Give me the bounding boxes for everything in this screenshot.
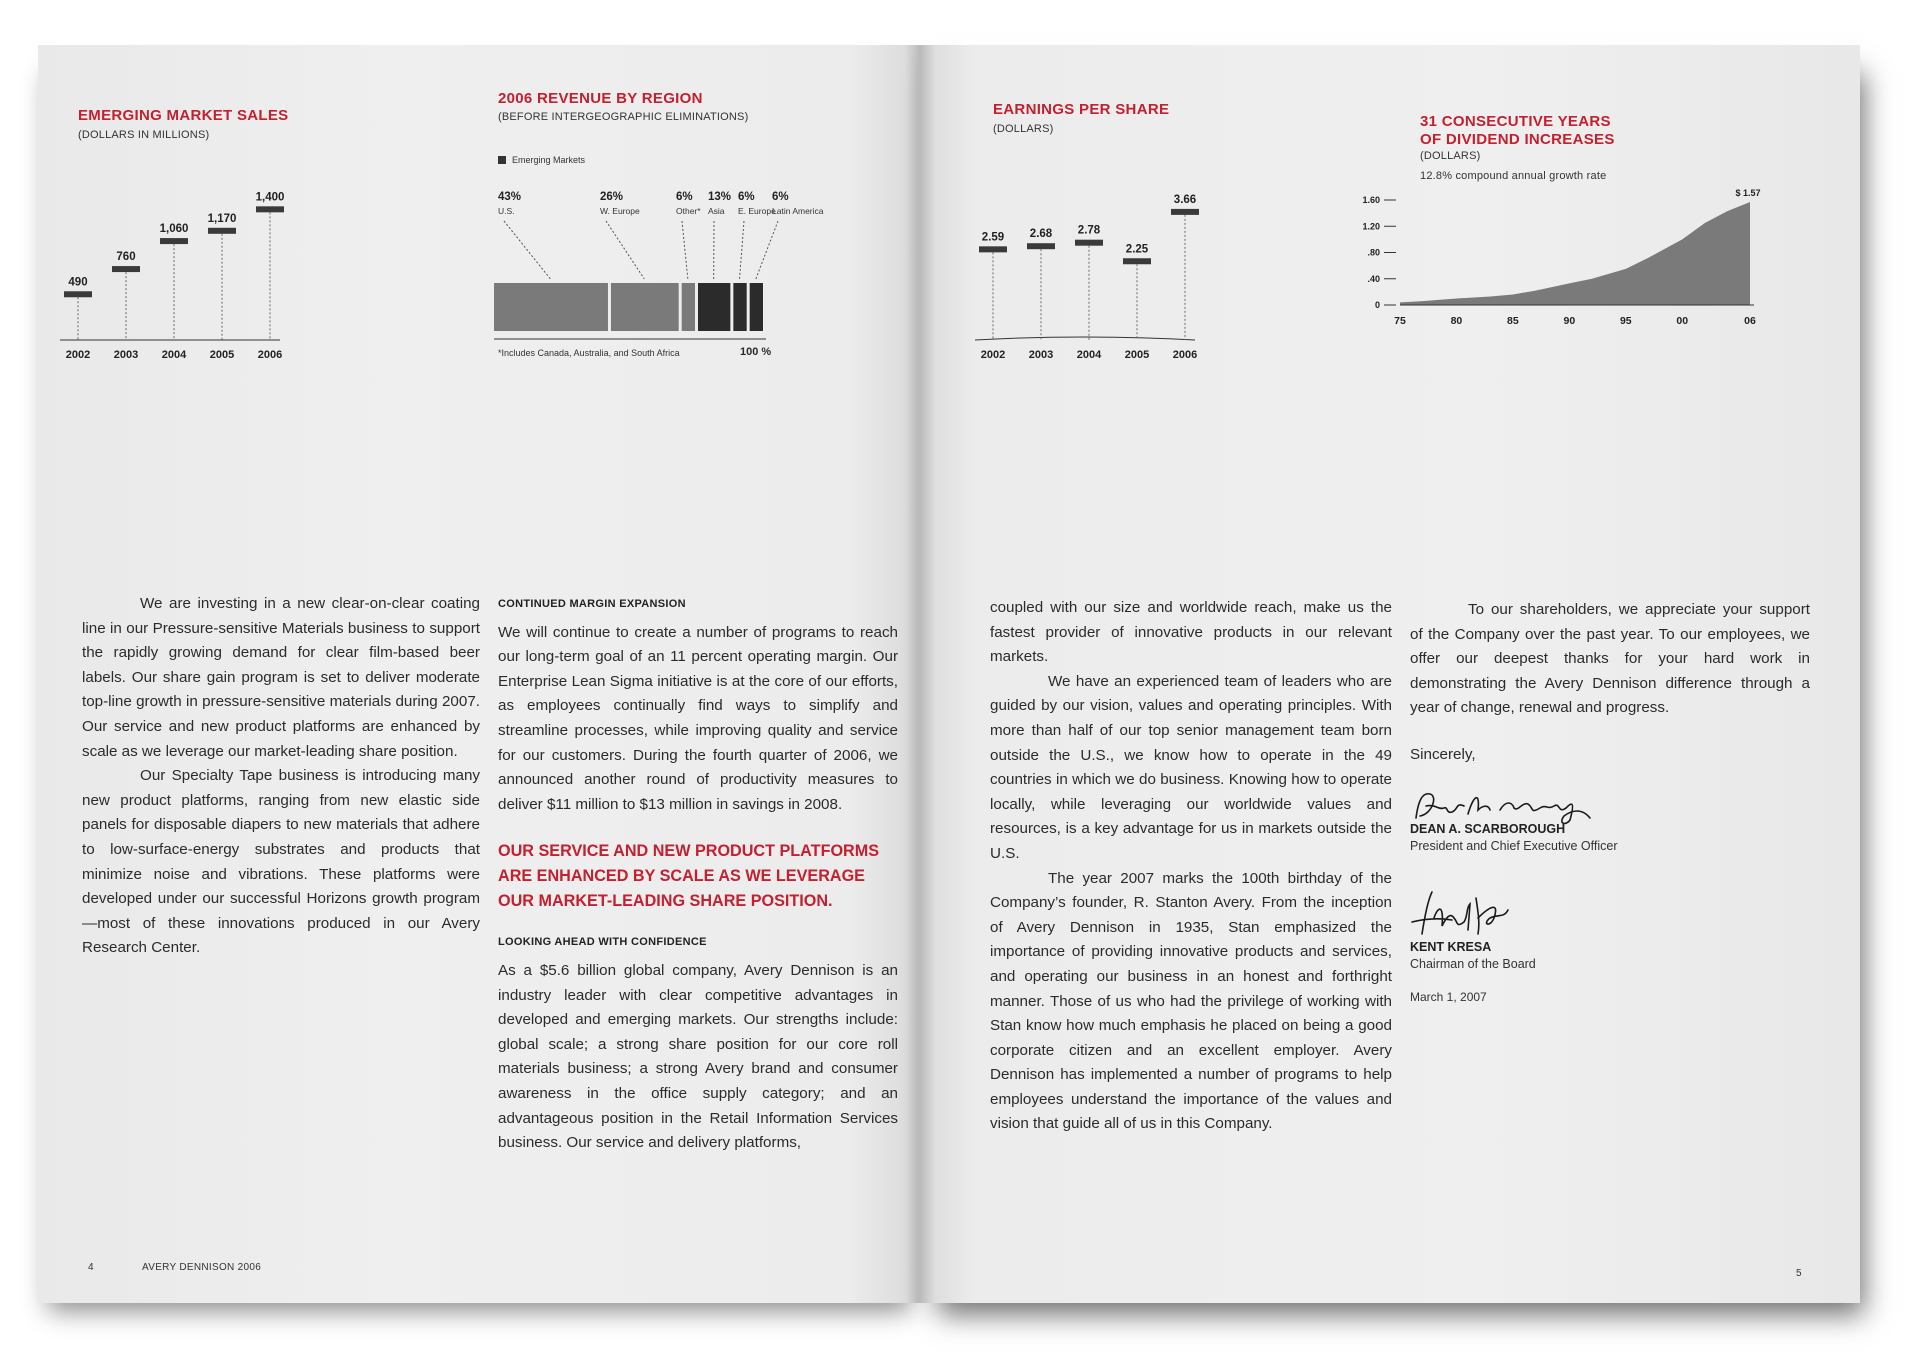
eps-chart-title: EARNINGS PER SHARE xyxy=(993,101,1170,118)
bar-2005 xyxy=(208,228,236,234)
leader-line xyxy=(740,221,744,279)
signer1-name: DEAN A. SCARBOROUGH xyxy=(1410,822,1566,836)
value-label: 490 xyxy=(68,276,88,289)
segment-label: Asia xyxy=(708,206,725,216)
segment-label: Other* xyxy=(676,206,701,216)
page-number-left: 4 xyxy=(88,1262,94,1273)
x-tick-label: 2003 xyxy=(113,349,139,361)
axis-baseline xyxy=(975,337,1195,340)
section-heading: CONTINUED MARGIN EXPANSION xyxy=(498,598,686,610)
segment-W. Europe xyxy=(611,283,679,331)
dividend-title-line1: 31 CONSECUTIVE YEARS xyxy=(1420,113,1611,130)
eps-chart-subtitle: (DOLLARS) xyxy=(993,123,1054,135)
dividend-chart xyxy=(1360,180,1780,380)
value-label: 760 xyxy=(116,251,136,264)
x-tick-label: 2004 xyxy=(161,349,187,361)
page-gutter xyxy=(905,45,935,1303)
body-column-1 xyxy=(82,592,480,961)
bar-2005 xyxy=(1123,258,1151,264)
x-tick-label: 85 xyxy=(1507,315,1519,327)
section-heading: LOOKING AHEAD WITH CONFIDENCE xyxy=(498,936,707,949)
region-legend xyxy=(498,155,585,165)
x-tick-label: 06 xyxy=(1744,315,1756,327)
leader-line xyxy=(682,221,688,279)
letter-date: March 1, 2007 xyxy=(1410,990,1487,1004)
legend-swatch xyxy=(498,156,506,164)
dividend-title-line2: OF DIVIDEND INCREASES xyxy=(1420,131,1615,148)
pull-quote: OUR SERVICE AND NEW PRODUCT PLATFORMS ARE ENHANCED BY SCALE AS WE LEVERAGE OUR MARKET-LEADING SHARE POSITION. xyxy=(498,842,880,911)
footer-brand: AVERY DENNISON 2006 xyxy=(142,1262,262,1273)
y-tick-label: 1.20 xyxy=(1362,221,1380,232)
bar-2006 xyxy=(1171,209,1199,215)
dividend-subtitle: (DOLLARS) xyxy=(1420,150,1481,162)
value-label: 1,170 xyxy=(207,212,237,225)
bar-2004 xyxy=(160,238,188,244)
region-total-label: 100 % xyxy=(740,346,772,358)
body-column-2 xyxy=(498,592,898,1156)
closing: Sincerely, xyxy=(1410,745,1476,763)
region-footnote: *Includes Canada, Australia, and South Africa xyxy=(498,348,680,358)
x-tick-label: 2002 xyxy=(980,349,1006,361)
x-tick-label: 2004 xyxy=(1076,349,1102,361)
paragraph: coupled with our size and worldwide reach, make us the fastest provider of innovative products in our relevant markets. xyxy=(990,599,1392,666)
segment-value: 13% xyxy=(708,191,732,203)
legend-label: Emerging Markets xyxy=(512,155,586,165)
segment-label: Latin America xyxy=(772,206,824,216)
bar-2003 xyxy=(1027,243,1055,249)
signature-kresa xyxy=(1408,878,1528,948)
segment-E. Europe xyxy=(733,283,746,331)
segment-label: E. Europe xyxy=(738,206,776,216)
signer1-title: President and Chief Executive Officer xyxy=(1410,839,1618,853)
segment-Other* xyxy=(682,283,695,331)
signer2-name: KENT KRESA xyxy=(1410,940,1492,954)
bar-2003 xyxy=(112,266,140,272)
x-tick-label: 00 xyxy=(1676,315,1689,327)
body-column-3 xyxy=(990,596,1392,1137)
segment-Asia xyxy=(698,283,730,331)
paragraph: We have an experienced team of leaders who are guided by our vision, values and operating principles. With more than half of our top senior management team born outside the U.S., we know how to operate in the 49 countries in which we do business. Knowing how to operate locally, while leveraging our worldwide values and resources, is a key advantage for us in markets outside the U.S. xyxy=(990,672,1392,862)
leader-line xyxy=(756,221,778,279)
leader-line xyxy=(606,221,644,279)
page-number-right: 5 xyxy=(1796,1268,1802,1279)
y-tick-label: 1.60 xyxy=(1362,195,1380,205)
x-tick-label: 2006 xyxy=(1172,349,1198,361)
x-tick-label: 75 xyxy=(1394,315,1406,327)
y-tick-label: .40 xyxy=(1367,273,1380,284)
paragraph: We are investing in a new clear-on-clear coating line in our Pressure-sensitive Materials business to support the rapidly growing demand for clear film-based beer labels. Our share gain program is set to deliver moderate top-line growth in pressure-sensitive materials during 2007. Our service and new product platforms are enhanced by scale as we leverage our market-leading share position. xyxy=(82,595,480,760)
body-column-4 xyxy=(1410,598,1810,768)
segment-value: 26% xyxy=(600,191,624,203)
segment-value: 6% xyxy=(676,191,693,203)
value-label: 1,060 xyxy=(159,223,189,236)
end-value-label: $ 1.57 xyxy=(1735,187,1761,198)
paragraph: As a $5.6 billion global company, Avery Dennison is an industry leader with clear competitive advantages in developed and emerging markets. Our strengths include: global scale; a strong share position for our core roll materials business; a strong Avery brand and consumer awareness in the office supply category; and an advantageous position in the Retail Information Services business. Our service and delivery platforms, xyxy=(498,961,898,1152)
value-label: 2.78 xyxy=(1077,224,1101,237)
y-tick-label: .80 xyxy=(1367,247,1380,258)
segment-value: 6% xyxy=(772,191,789,203)
value-label: 1,400 xyxy=(255,191,285,204)
x-tick-label: 80 xyxy=(1450,315,1463,327)
bar-2004 xyxy=(1075,240,1103,246)
segment-U.S. xyxy=(494,283,608,331)
paragraph: To our shareholders, we appreciate your support of the Company over the past year. To our employees, we offer our deepest thanks for your hard work in demonstrating the Avery Dennison difference through a year of change, renewal and progress. xyxy=(1410,601,1810,717)
paragraph: We will continue to create a number of programs to reach our long-term goal of an 11 percent operating margin. Our Enterprise Lean Sigma initiative is at the core of our efforts, as employees continually find ways to simplify and streamline processes, while improving quality and service for our customers. During the fourth quarter of 2006, we announced another round of productivity measures to deliver $11 million to $13 million in savings in 2008. xyxy=(498,623,898,813)
leader-line xyxy=(504,221,550,279)
x-tick-label: 2003 xyxy=(1028,349,1054,361)
y-tick-label: 0 xyxy=(1374,300,1380,310)
bar-2002 xyxy=(64,291,92,297)
dividend-area xyxy=(1400,202,1750,305)
value-label: 2.68 xyxy=(1029,228,1053,241)
paragraph: Our Specialty Tape business is introducing many new product platforms, ranging from new elastic side panels for disposable diapers to new materials that adhere to low-surface-energy substrates and products that minimize noise and vibrations. These platforms were developed under our successful Horizons growth program—most of these innovations produced in our Avery Research Center. xyxy=(82,767,480,957)
segment-value: 43% xyxy=(498,191,522,203)
segment-label: U.S. xyxy=(498,206,515,216)
region-chart xyxy=(490,185,824,355)
value-label: 2.25 xyxy=(1125,243,1149,256)
emerging-chart xyxy=(60,160,360,380)
x-tick-label: 95 xyxy=(1619,315,1632,327)
x-tick-label: 90 xyxy=(1563,315,1576,327)
eps-chart xyxy=(975,160,1275,380)
paragraph: The year 2007 marks the 100th birthday of the Company’s founder, R. Stanton Avery. From the inception of Avery Dennison in 1935, Stan emphasized the importance of providing innovative products and services, and operating our business in an honest and forthright manner. Those of us who had the privilege of working with Stan know how much emphasis he placed on being a good corporate citizen and an excellent employer. Avery Dennison has implemented a number of programs to help employees understand the importance of the values and vision that guide all of us in this Company. xyxy=(990,869,1392,1133)
x-tick-label: 2005 xyxy=(209,349,235,361)
bar-2002 xyxy=(979,246,1007,252)
emerging-chart-subtitle: (DOLLARS IN MILLIONS) xyxy=(78,129,210,141)
signer2-title: Chairman of the Board xyxy=(1410,957,1536,971)
dividend-note: 12.8% compound annual growth rate xyxy=(1420,170,1607,182)
segment-Latin America xyxy=(750,283,763,331)
x-tick-label: 2006 xyxy=(257,349,283,361)
bar-2006 xyxy=(256,206,284,212)
x-tick-label: 2002 xyxy=(65,349,91,361)
value-label: 2.59 xyxy=(981,231,1005,244)
segment-value: 6% xyxy=(738,191,755,203)
region-chart-subtitle: (BEFORE INTERGEOGRAPHIC ELIMINATIONS) xyxy=(498,111,749,123)
x-tick-label: 2005 xyxy=(1124,349,1150,361)
region-chart-title: 2006 REVENUE BY REGION xyxy=(498,90,703,107)
value-label: 3.66 xyxy=(1173,193,1197,206)
emerging-chart-title: EMERGING MARKET SALES xyxy=(78,107,289,124)
segment-label: W. Europe xyxy=(600,206,640,216)
